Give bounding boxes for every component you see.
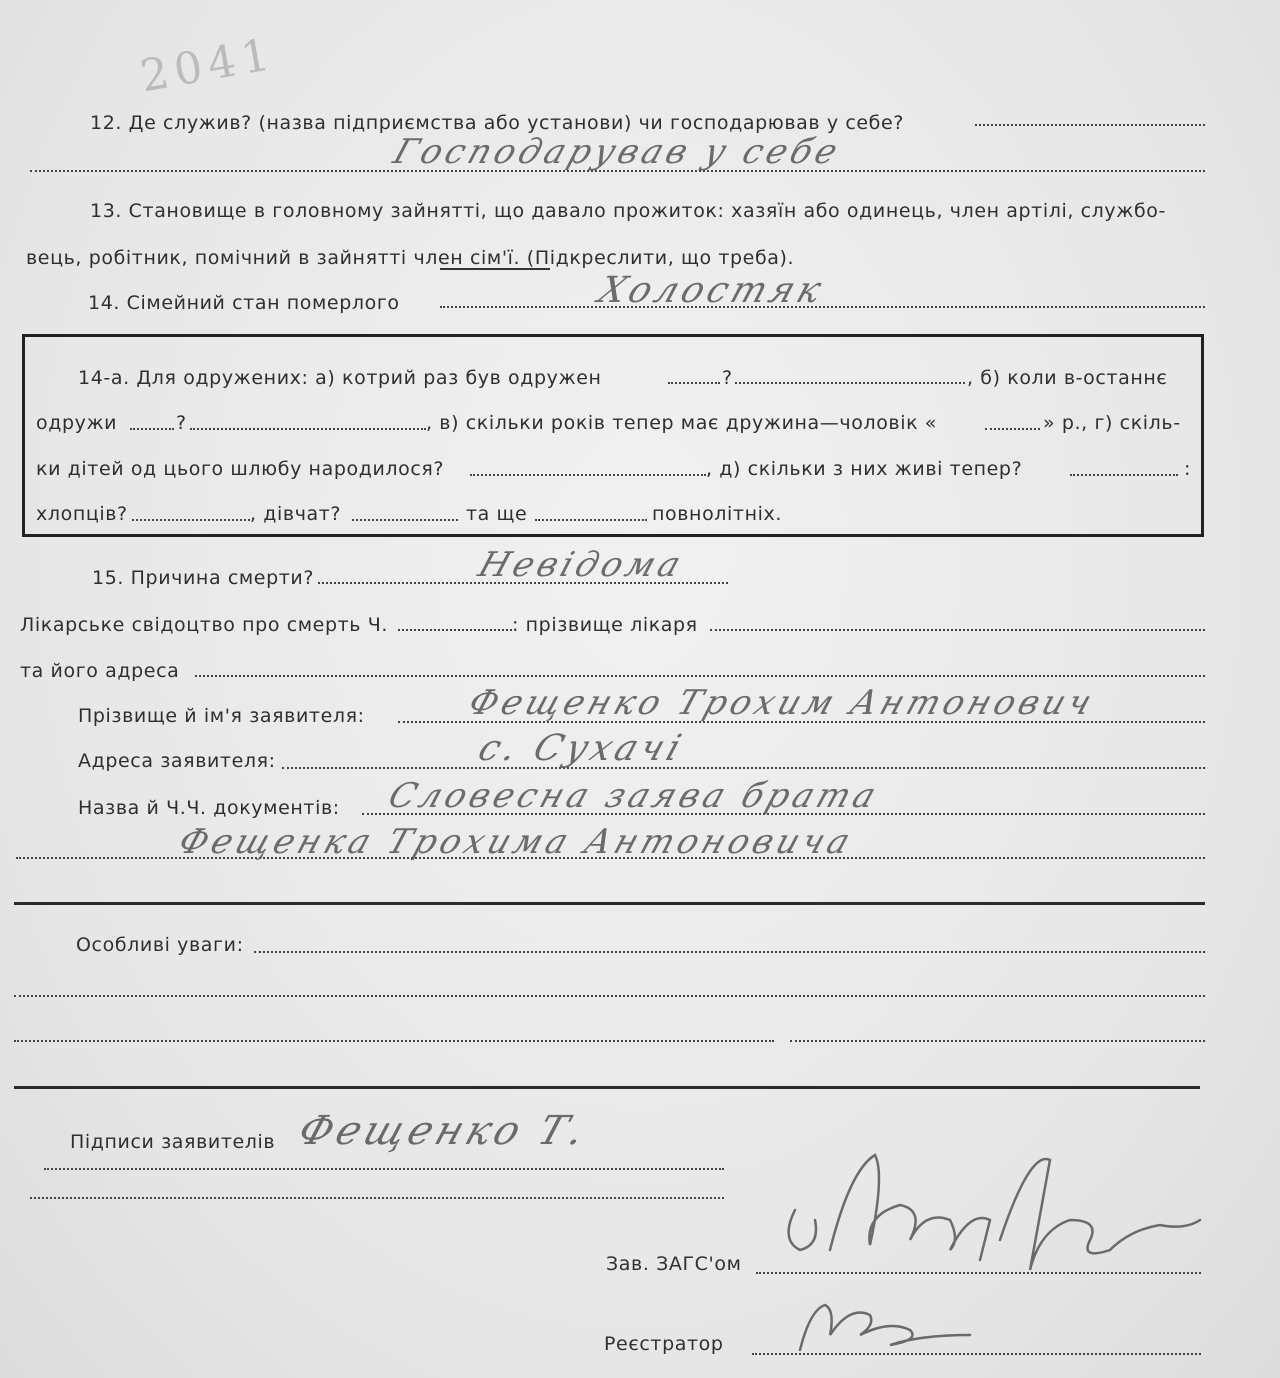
q14a-line3-c: : — [1184, 458, 1192, 480]
zags-head-signature — [789, 1155, 1200, 1270]
applicant-address-answer: с. Сухачі — [473, 728, 690, 769]
q14a-line4-b: , дівчат? — [250, 503, 342, 525]
applicant-signature: Фещенко Т. — [292, 1108, 595, 1154]
archive-number-stamp: 2041 — [136, 28, 280, 103]
documents-label: Назва й Ч.Ч. документів: — [78, 797, 340, 819]
doctor-address-label: та його адреса — [20, 660, 180, 682]
applicant-name-answer: Фещенко Трохим Антонович — [463, 683, 1101, 723]
documents-answer-line1: Словесна заява брата — [383, 776, 885, 816]
zags-head-label: Зав. ЗАГС'ом — [606, 1253, 742, 1275]
q14a-line3-a: ки дітей од цього шлюбу народилося? — [36, 458, 445, 480]
q14a-line4-a: хлопців? — [36, 503, 128, 525]
q13-line1: 13. Становище в головному зайнятті, що давало прожиток: хазяїн або одинець, член артілі, службо- — [90, 200, 1166, 222]
q15-answer: Невідома — [473, 545, 690, 585]
q14a-line4-c: та ще — [466, 503, 528, 525]
applicant-address-label: Адреса заявителя: — [78, 750, 276, 772]
q14a-line2-c: » р., г) скіль- — [1043, 412, 1181, 434]
applicant-name-label: Прізвище й ім'я заявителя: — [78, 705, 365, 727]
q15-label: 15. Причина смерти? — [92, 567, 315, 589]
q14a-line3-b: , д) скільки з них живі тепер? — [706, 458, 1023, 480]
signatures-label: Підписи заявителів — [70, 1131, 276, 1153]
registrar-signature — [800, 1305, 970, 1350]
doctor-name-label: : прізвище лікаря — [512, 614, 698, 636]
q14a-line1-a: 14-а. Для одружених: а) котрий раз був одружен — [78, 367, 602, 389]
q13-line2: вець, робітник, помічний в зайнятті член сім'ї. (Підкреслити, що треба). — [26, 247, 795, 269]
q14a-line1-b: , б) коли в-останнє — [967, 367, 1168, 389]
med-cert-label: Лікарське свідоцтво про смерть Ч. — [20, 614, 388, 636]
documents-answer-line2: Фещенка Трохима Антоновича — [173, 822, 859, 862]
q12-label: 12. Де служив? (назва підприємства або установи) чи господарював у себе? — [90, 112, 904, 134]
q14a-line4-d: повнолітніх. — [652, 503, 782, 525]
q12-answer: Господарував у себе — [388, 132, 847, 172]
q14a-line2-q: ? — [176, 412, 187, 434]
remarks-label: Особливі уваги: — [76, 934, 244, 956]
q14a-line2-b: , в) скільки років тепер має дружина—чоловік « — [426, 412, 938, 434]
q14-answer: Холостяк — [593, 270, 831, 311]
q14a-line1-q: ? — [722, 367, 733, 389]
q14a-line2-a: одружи — [36, 412, 118, 434]
registrar-label: Реєстратор — [604, 1333, 724, 1355]
q14-label: 14. Сімейний стан померлого — [88, 292, 400, 314]
